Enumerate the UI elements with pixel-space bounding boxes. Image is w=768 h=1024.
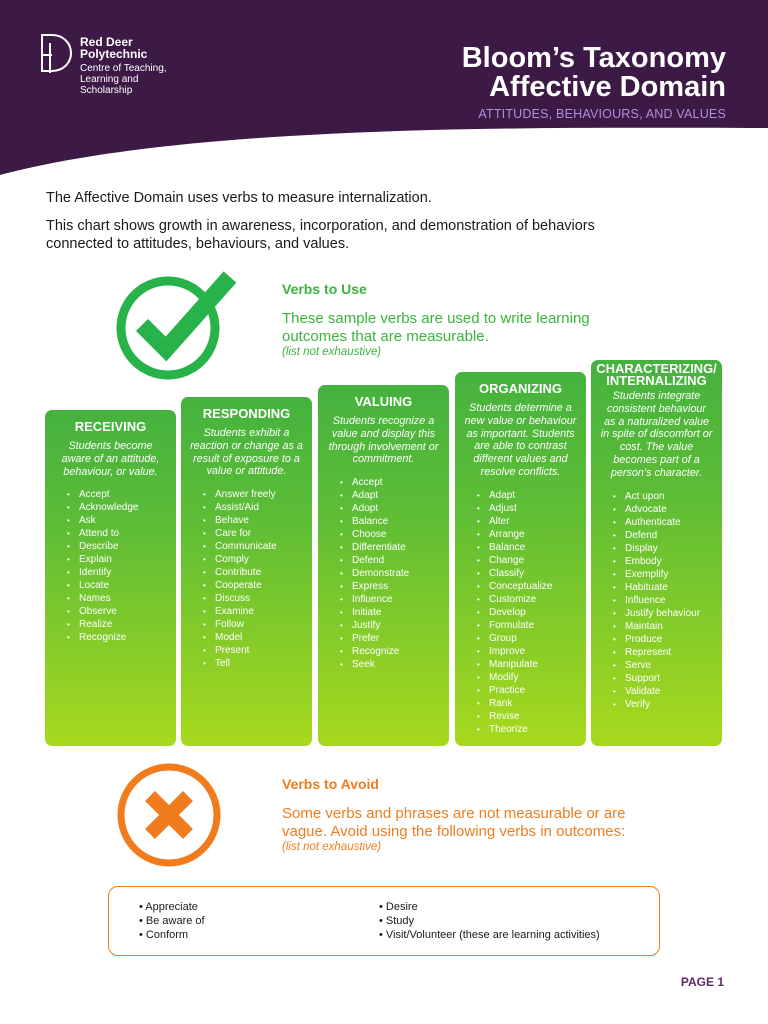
list-item: • Justify behaviour (613, 607, 722, 620)
list-item: • Serve (613, 659, 722, 672)
list-item: • Accept (67, 488, 176, 501)
list-item: • Revise (477, 710, 586, 723)
list-item: • Exemplify (613, 568, 722, 581)
list-item: • Prefer (340, 632, 449, 645)
list-item: • Alter (477, 515, 586, 528)
list-item: • Customize (477, 593, 586, 606)
verbs-to-use-section (282, 281, 642, 358)
list-item: • Attend to (67, 527, 176, 540)
level-column-organizing (455, 372, 586, 746)
intro-paragraph-1: The Affective Domain uses verbs to measure internalization. (46, 190, 432, 206)
list-item: • Realize (67, 618, 176, 631)
intro-paragraph-2: This chart shows growth in awareness, incorporation, and demonstration of behaviors connected to attitudes, behaviours, and values. (46, 218, 595, 252)
page-title-line1: Bloom’s Taxonomy (461, 42, 726, 74)
list-item: • Arrange (477, 528, 586, 541)
list-item: • Maintain (613, 620, 722, 633)
centre-name-line3: Scholarship (80, 85, 133, 96)
centre-name-line1: Centre of Teaching, (80, 63, 167, 74)
list-item: • Theorize (477, 723, 586, 736)
list-item: • Acknowledge (67, 501, 176, 514)
list-item: • Act upon (613, 490, 722, 503)
level-description: Students integrate consistent behaviour as a naturalized value in spite of discomfort or cost. The value becomes part of a person’s character. (600, 390, 713, 479)
list-item: • Cooperate (203, 579, 312, 592)
level-column-valuing (318, 385, 449, 746)
level-column-receiving (45, 410, 176, 746)
level-description: Students determine a new value or behaviour as important. Students are able to contrast different values and resolve conflicts. (464, 402, 577, 478)
verbs-to-avoid-title: Verbs to Avoid (282, 776, 379, 792)
verb-list (455, 489, 586, 736)
level-column-responding (181, 397, 312, 746)
list-item: • Defend (613, 529, 722, 542)
level-title: RECEIVING (74, 419, 147, 434)
check-circle-icon (112, 265, 240, 385)
level-title: VALUING (354, 394, 413, 409)
list-item: • Justify (340, 619, 449, 632)
page-number: PAGE 1 (680, 975, 724, 989)
list-item: • Locate (67, 579, 176, 592)
list-item: • Discuss (203, 592, 312, 605)
list-item: • Names (67, 592, 176, 605)
verbs-to-use-title: Verbs to Use (282, 281, 367, 297)
list-item: • Recognize (67, 631, 176, 644)
list-item: • Adopt (340, 502, 449, 515)
list-item: • Balance (477, 541, 586, 554)
verbs-to-avoid-section (282, 776, 662, 853)
list-item: • Rank (477, 697, 586, 710)
list-item: • Recognize (340, 645, 449, 658)
list-item: • Tell (203, 657, 312, 670)
list-item: • Examine (203, 605, 312, 618)
verbs-to-avoid-note: (list not exhaustive) (282, 841, 382, 853)
list-item: • Defend (340, 554, 449, 567)
list-item: • Classify (477, 567, 586, 580)
list-item: • Express (340, 580, 449, 593)
list-item: • Observe (67, 605, 176, 618)
level-description: Students exhibit a reaction or change as a result of exposure to a value or attitude. (190, 427, 303, 478)
list-item: • Communicate (203, 540, 312, 553)
list-item: • Behave (203, 514, 312, 527)
list-item: • Seek (340, 658, 449, 671)
logo-icon (38, 33, 74, 73)
x-circle-icon (116, 762, 222, 868)
list-item: • Choose (340, 528, 449, 541)
list-item: • Produce (613, 633, 722, 646)
page-title (462, 44, 726, 102)
organization-name (80, 36, 167, 96)
org-name-line1: Red Deer (80, 35, 133, 49)
list-item: • Appreciate (139, 901, 198, 913)
list-item: • Desire (379, 901, 418, 913)
list-item: • Adapt (340, 489, 449, 502)
list-item: • Advocate (613, 503, 722, 516)
list-item: • Visit/Volunteer (these are learning activities) (379, 929, 600, 941)
avoid-verbs-box (108, 886, 660, 956)
list-item: • Embody (613, 555, 722, 568)
list-item: • Care for (203, 527, 312, 540)
intro-text (46, 189, 606, 263)
list-item: • Comply (203, 553, 312, 566)
list-item: • Adapt (477, 489, 586, 502)
level-title: ORGANIZING (478, 381, 563, 396)
list-item: • Change (477, 554, 586, 567)
list-item: • Influence (613, 594, 722, 607)
list-item: • Study (379, 915, 415, 927)
verb-list (318, 476, 449, 671)
level-title: RESPONDING (202, 406, 291, 421)
list-item: • Modify (477, 671, 586, 684)
list-item: • Identify (67, 566, 176, 579)
list-item: • Improve (477, 645, 586, 658)
list-item: • Formulate (477, 619, 586, 632)
verbs-to-avoid-description: Some verbs and phrases are not measurable or are vague. Avoid using the following verbs in outcomes: (282, 805, 626, 840)
list-item: • Develop (477, 606, 586, 619)
avoid-list-right (379, 900, 600, 942)
list-item: • Represent (613, 646, 722, 659)
list-item: • Display (613, 542, 722, 555)
org-name-line2: Polytechnic (80, 47, 148, 61)
verb-list (45, 488, 176, 644)
list-item: • Follow (203, 618, 312, 631)
list-item: • Differentiate (340, 541, 449, 554)
list-item: • Be aware of (139, 915, 205, 927)
page-subtitle: ATTITUDES, BEHAVIOURS, AND VALUES (478, 107, 726, 121)
list-item: • Balance (340, 515, 449, 528)
level-title: CHARACTERIZING/ INTERNALIZING (596, 361, 717, 388)
verb-list (591, 490, 722, 711)
list-item: • Verify (613, 698, 722, 711)
list-item: • Conform (139, 929, 189, 941)
list-item: • Habituate (613, 581, 722, 594)
list-item: • Demonstrate (340, 567, 449, 580)
list-item: • Adjust (477, 502, 586, 515)
list-item: • Practice (477, 684, 586, 697)
level-description: Students recognize a value and display this through involvement or commitment. (328, 415, 439, 466)
verbs-to-use-note: (list not exhaustive) (282, 346, 382, 358)
list-item: • Manipulate (477, 658, 586, 671)
level-column-characterizing (591, 360, 722, 746)
list-item: • Support (613, 672, 722, 685)
list-item: • Accept (340, 476, 449, 489)
list-item: • Authenticate (613, 516, 722, 529)
list-item: • Validate (613, 685, 722, 698)
list-item: • Describe (67, 540, 176, 553)
list-item: • Answer freely (203, 488, 312, 501)
page-title-line2: Affective Domain (489, 71, 726, 103)
list-item: • Model (203, 631, 312, 644)
avoid-list-left (139, 900, 205, 942)
centre-name-line2: Learning and (80, 74, 139, 85)
list-item: • Contribute (203, 566, 312, 579)
list-item: • Influence (340, 593, 449, 606)
list-item: • Assist/Aid (203, 501, 312, 514)
list-item: • Group (477, 632, 586, 645)
list-item: • Present (203, 644, 312, 657)
list-item: • Initiate (340, 606, 449, 619)
list-item: • Ask (67, 514, 176, 527)
verb-list (181, 488, 312, 670)
level-description: Students become aware of an attitude, behaviour, or value. (61, 440, 160, 478)
verbs-to-use-description: These sample verbs are used to write learning outcomes that are measurable. (282, 310, 590, 345)
list-item: • Conceptualize (477, 580, 586, 593)
list-item: • Explain (67, 553, 176, 566)
